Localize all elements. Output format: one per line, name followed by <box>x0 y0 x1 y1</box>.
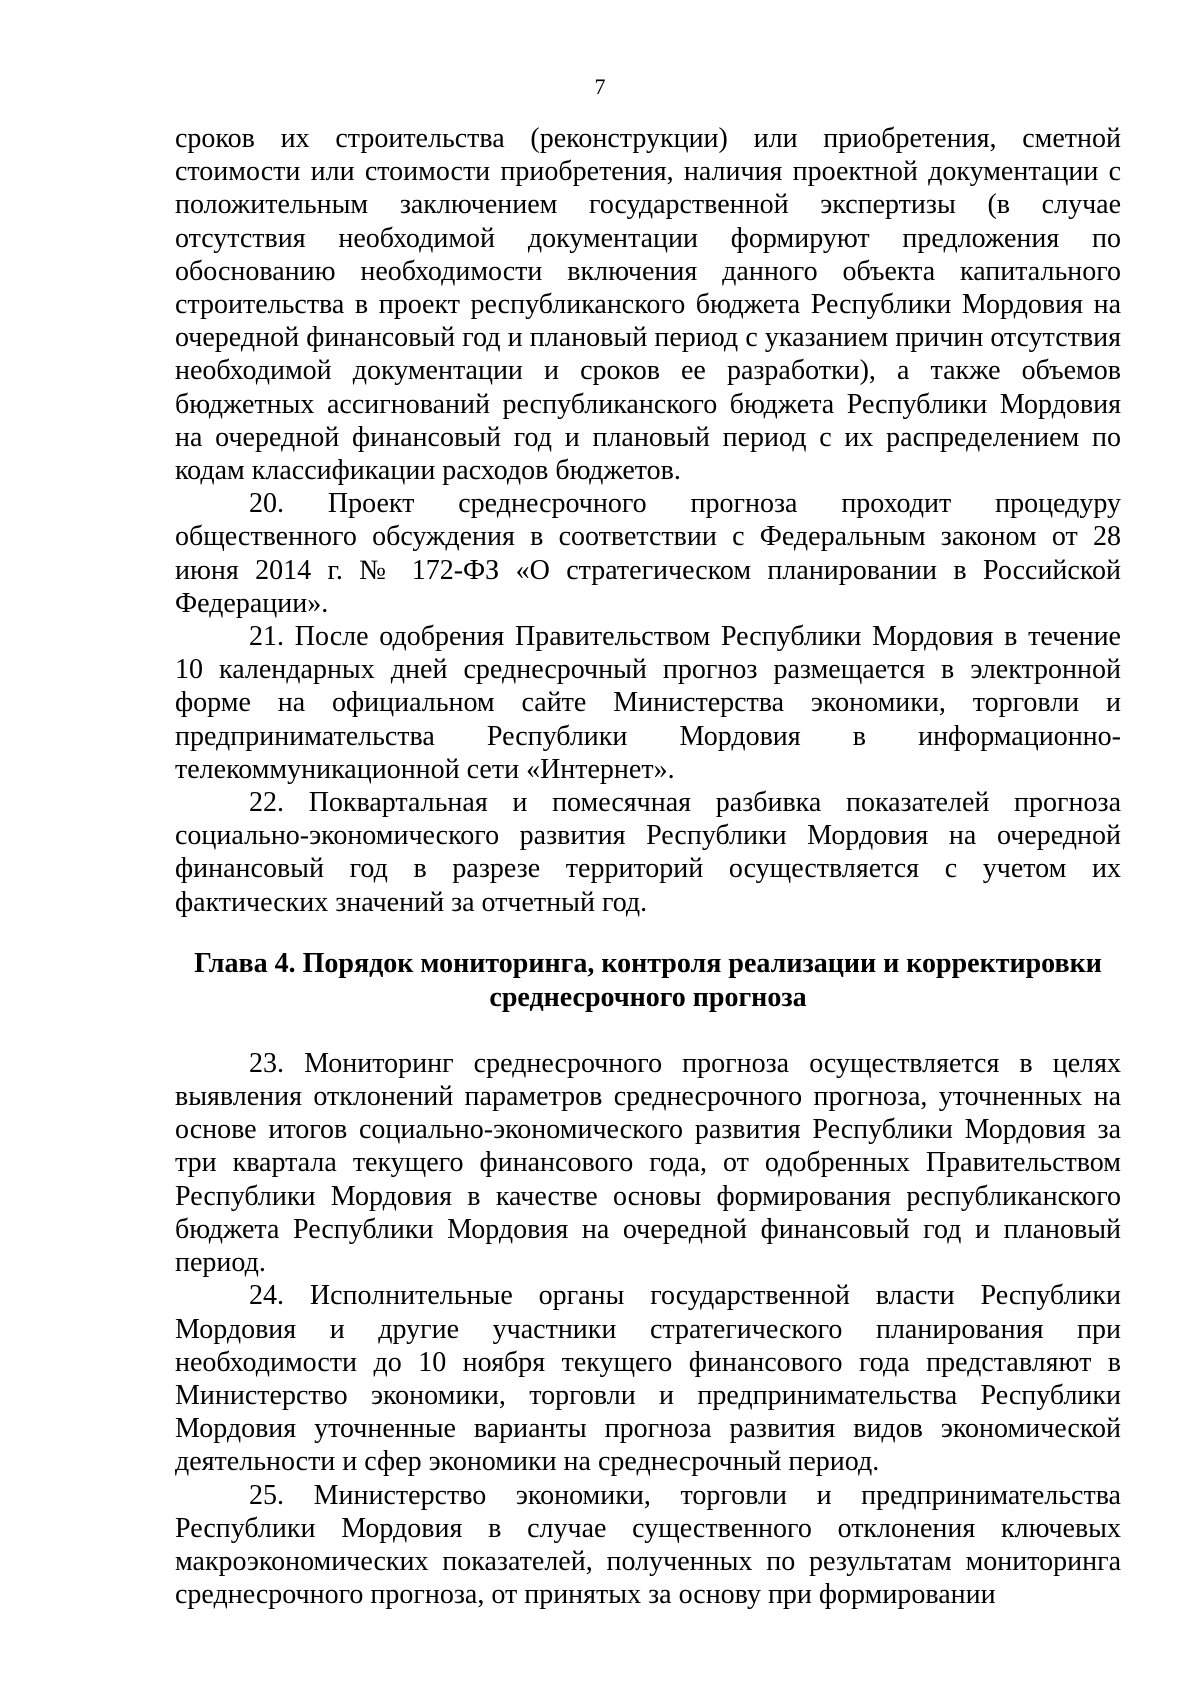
chapter-heading <box>175 947 1121 1015</box>
chapter-heading-line-2: среднесрочного прогноза <box>489 981 807 1013</box>
page-number: 7 <box>594 74 606 99</box>
paragraph-24: 24. Исполнительные органы государственной власти Республики Мордовия и другие участники стратегического планирования при необходимости до 10 ноября текущего финансового года представляют в Министерство экономики, торговли и предпринимательства Республики Мордовия уточненные варианты прогноза развития видов экономической деятельности и сфер экономики на среднесрочный период. <box>175 1280 1121 1478</box>
paragraph-23: 23. Мониторинг среднесрочного прогноза осуществляется в целях выявления отклонений параметров среднесрочного прогноза, уточненных на основе итогов социально-экономического развития Республики Мордовия за три квартала текущего финансового года, от одобренных Правительством Республики Мордовия в качестве основы формирования республиканского бюджета Республики Мордовия на очередной финансовый год и плановый период. <box>175 1047 1121 1279</box>
document-body <box>175 122 1121 1611</box>
paragraph-25: 25. Министерство экономики, торговли и предпринимательства Республики Мордовия в случае существенного отклонения ключевых макроэкономических показателей, полученных по результатам мониторинга среднесрочного прогноза, от принятых за основу при формировании <box>175 1479 1121 1611</box>
paragraph-21: 21. После одобрения Правительством Республики Мордовия в течение 10 календарных дней среднесрочный прогноз размещается в электронной форме на официальном сайте Министерства экономики, торговли и предпринимательства Республики Мордовия в информационно-телекоммуникационной сети «Интернет». <box>175 621 1121 785</box>
paragraph-20: 20. Проект среднесрочного прогноза проходит процедуру общественного обсуждения в соответствии с Федеральным законом от 28 июня 2014 г. № 172-ФЗ «О стратегическом планировании в Российской Федерации». <box>175 488 1121 619</box>
paragraph-22: 22. Поквартальная и помесячная разбивка показателей прогноза социально-экономического развития Республики Мордовия на очередной финансовый год в разрезе территорий осуществляется с учетом их фактических значений за отчетный год. <box>175 787 1121 918</box>
paragraph-19-continuation: сроков их строительства (реконструкции) или приобретения, сметной стоимости или стоимости приобретения, наличия проектной документации с положительным заключением государственной экспертизы (в случае отсутствия необходимой документации формируют предложения по обоснованию необходимости включения данного объекта капитального строительства в проект республиканского бюджета Республики Мордовия на очередной финансовый год и плановый период с указанием причин отсутствия необходимой документации и сроков ее разработки), а также объемов бюджетных ассигнований республиканского бюджета Республики Мордовия на очередной финансовый год и плановый период с их распределением по кодам классификации расходов бюджетов. <box>175 123 1121 487</box>
chapter-heading-line-1: Глава 4. Порядок мониторинга, контроля реализации и корректировки <box>194 947 1102 979</box>
